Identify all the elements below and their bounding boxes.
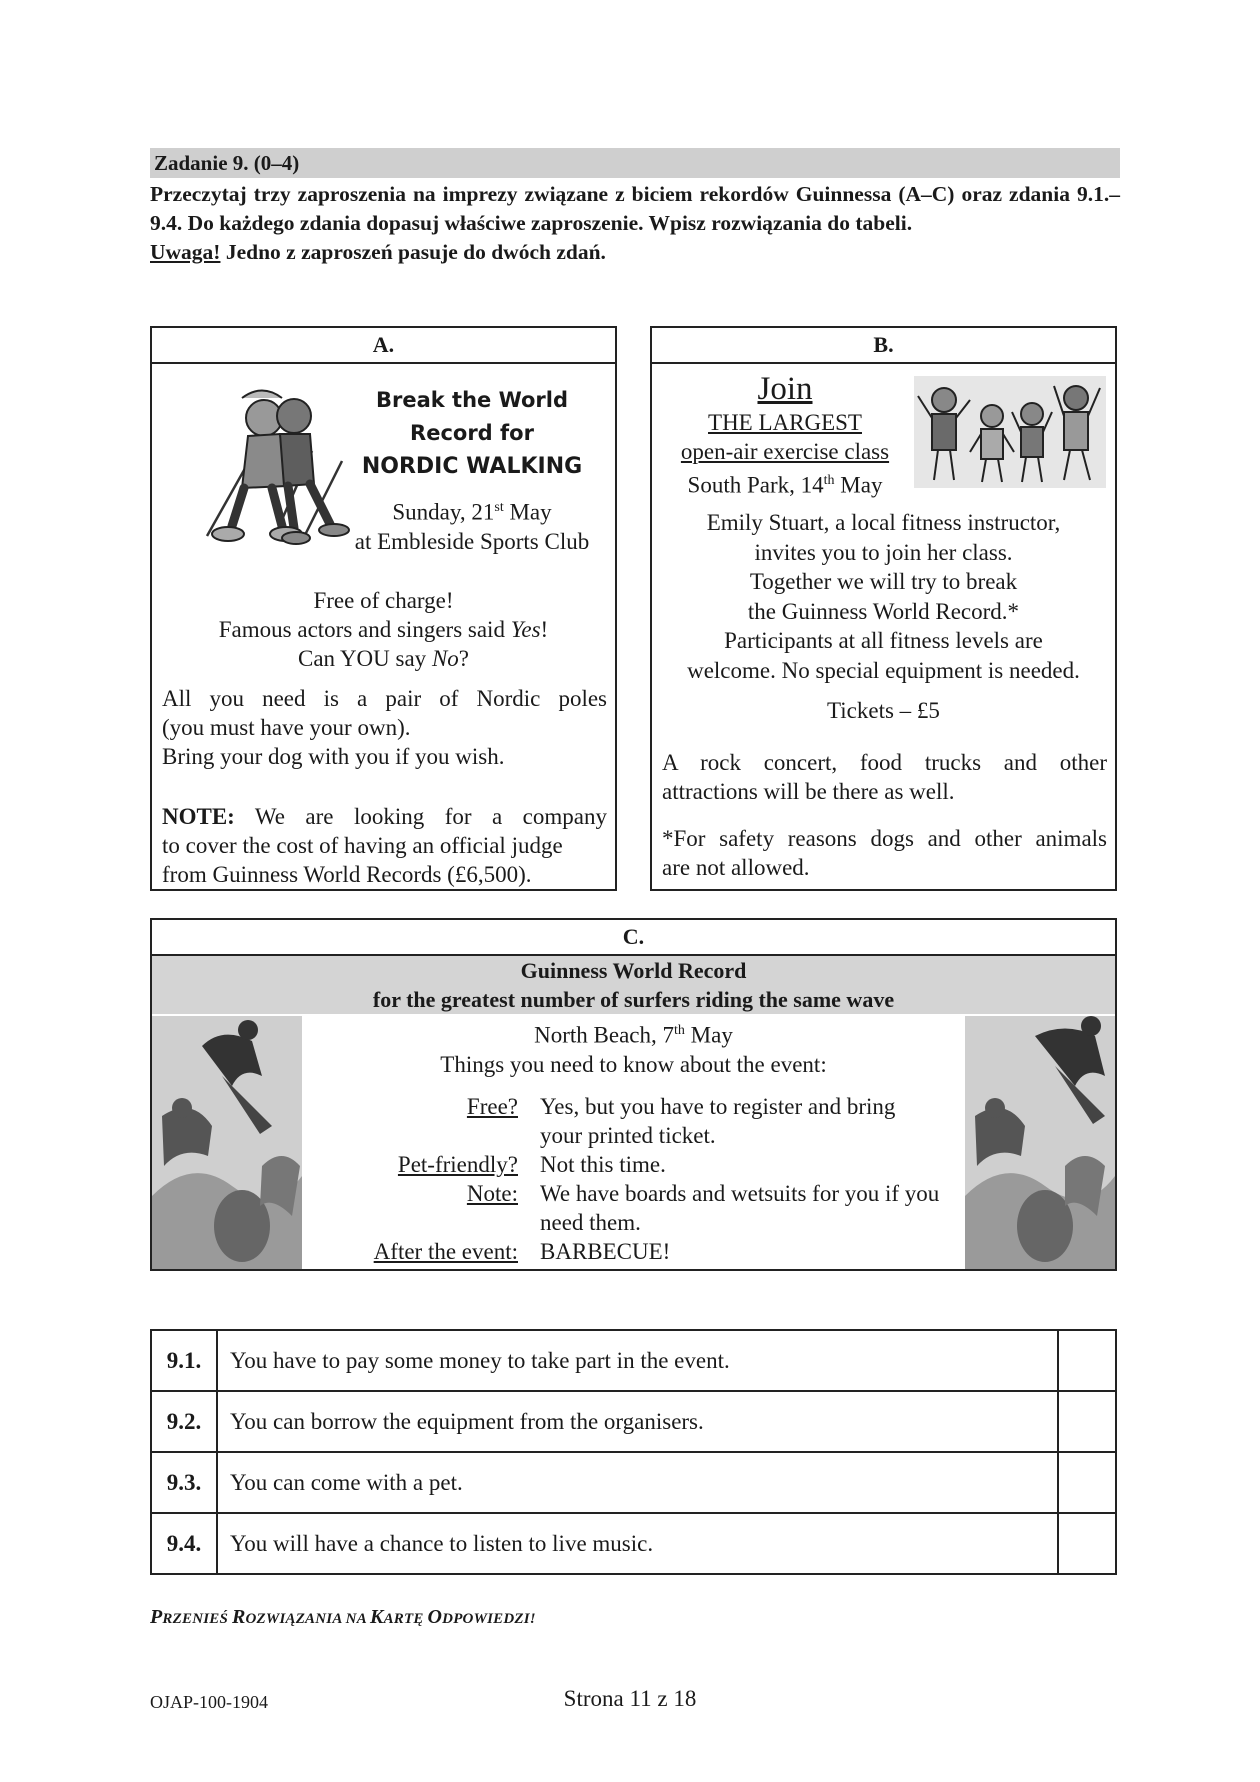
c-loc-sup: th xyxy=(674,1023,685,1038)
note-text: Jedno z zaproszeń pasuje do dwóch zdań. xyxy=(220,240,606,264)
a-date-text: Sunday, 21 xyxy=(392,499,495,525)
a-note-label: NOTE: xyxy=(162,804,235,829)
b-join: Join xyxy=(757,371,813,407)
task-title: Zadanie 9. (0–4) xyxy=(150,148,1120,178)
invitation-b-heading xyxy=(660,370,910,500)
page-number: Strona 11 z 18 xyxy=(563,1686,697,1711)
b-class: open-air exercise class xyxy=(680,439,890,464)
answer-cell[interactable] xyxy=(1058,1513,1116,1574)
b-place xyxy=(660,466,910,500)
question-number: 9.1. xyxy=(151,1330,217,1391)
transfer-part: R xyxy=(231,1606,246,1628)
transfer-part: OZWIĄZANIA NA xyxy=(245,1611,371,1627)
note-label: Uwaga! xyxy=(150,240,221,264)
faq-row xyxy=(322,1150,942,1179)
a-can-text: Can YOU say xyxy=(298,646,432,671)
table-row xyxy=(151,1391,1116,1452)
c-title-line: Guinness World Record xyxy=(520,958,747,983)
b-largest: THE LARGEST xyxy=(708,410,862,435)
invitation-c-faq xyxy=(322,1092,942,1266)
task-header xyxy=(150,148,1120,267)
task-note xyxy=(150,238,1120,267)
task-instruction: Przeczytaj trzy zaproszenia na imprezy związane z biciem rekordów Guinnessa (A–C) oraz zdania 9.1.–9.4. Do każdego zdania dopasuj właściwe zaproszenie. Wpisz rozwiązania do tabeli. xyxy=(150,182,1120,235)
nordic-walkers-icon xyxy=(182,376,357,551)
invitation-a-requirements xyxy=(162,684,607,771)
invitation-b-body xyxy=(660,508,1107,685)
b-foot-line: *For safety reasons dogs and other animals xyxy=(662,826,1107,851)
b-place-month: May xyxy=(834,472,883,498)
faq-answer: Not this time. xyxy=(540,1152,666,1177)
b-body-line: invites you to join her class. xyxy=(754,539,1013,565)
a-famous xyxy=(152,615,615,644)
b-place-sup: th xyxy=(823,473,835,488)
b-tickets: Tickets – £5 xyxy=(827,698,940,723)
a-date-month: May xyxy=(503,499,552,525)
a-famous-end: ! xyxy=(540,617,549,642)
invitation-b-footnote xyxy=(662,824,1107,882)
transfer-part: P xyxy=(150,1606,163,1628)
transfer-part: K xyxy=(370,1606,384,1628)
question-text: You will have a chance to listen to live music. xyxy=(217,1513,1058,1574)
answer-table xyxy=(150,1329,1117,1575)
a-req-line: (you must have your own). xyxy=(162,715,411,740)
a-note-line: We are looking for a company xyxy=(234,804,607,829)
a-note-line: to cover the cost of having an official judge xyxy=(162,833,563,858)
question-text: You can borrow the equipment from the organisers. xyxy=(217,1391,1058,1452)
question-number: 9.4. xyxy=(151,1513,217,1574)
a-title-line: NORDIC WALKING xyxy=(361,454,583,479)
a-venue: at Embleside Sports Club xyxy=(354,528,590,554)
b-attr-line: A rock concert, food trucks and other xyxy=(662,750,1107,775)
transfer-instruction xyxy=(150,1606,536,1629)
c-loc-text: North Beach, 7 xyxy=(534,1022,675,1048)
faq-answer: BARBECUE! xyxy=(540,1239,671,1264)
b-body-line: Emily Stuart, a local fitness instructor, xyxy=(706,510,1061,535)
table-row xyxy=(151,1513,1116,1574)
table-row xyxy=(151,1330,1116,1391)
answer-cell[interactable] xyxy=(1058,1330,1116,1391)
b-body-line: Together we will try to break xyxy=(749,569,1018,594)
invitation-a-note xyxy=(162,802,607,889)
invitation-b-letter: B. xyxy=(652,328,1115,364)
a-famous-em: Yes xyxy=(510,617,541,642)
question-number: 9.3. xyxy=(151,1452,217,1513)
invitation-a-title xyxy=(347,384,597,483)
invitation-a-date xyxy=(332,493,612,556)
faq-row xyxy=(322,1092,942,1150)
faq-question: Note: xyxy=(466,1181,518,1206)
a-can xyxy=(152,644,615,673)
faq-question: After the event: xyxy=(373,1239,518,1264)
answer-cell[interactable] xyxy=(1058,1452,1116,1513)
a-title-line: Break the World xyxy=(375,388,569,412)
invitation-b xyxy=(650,326,1117,891)
exam-code: OJAP-100-1904 xyxy=(150,1692,269,1712)
invitation-c-letter: C. xyxy=(152,920,1115,956)
invitation-a-highlights xyxy=(152,586,615,673)
a-can-em: No xyxy=(431,646,459,671)
b-body-line: Participants at all fitness levels are xyxy=(724,628,1043,653)
invitation-c-title xyxy=(152,956,1115,1014)
c-loc-month: May xyxy=(684,1022,733,1048)
b-body-line: welcome. No special equipment is needed. xyxy=(687,657,1080,683)
a-can-end: ? xyxy=(458,646,469,671)
question-number: 9.2. xyxy=(151,1391,217,1452)
question-text: You can come with a pet. xyxy=(217,1452,1058,1513)
transfer-part: DPOWIEDZI! xyxy=(442,1611,536,1627)
invitation-a-letter: A. xyxy=(152,328,615,364)
faq-question: Free? xyxy=(466,1094,518,1119)
b-foot-line: are not allowed. xyxy=(662,855,810,880)
invitation-c-location xyxy=(152,1016,1115,1050)
transfer-part: O xyxy=(427,1606,443,1628)
a-note-line: from Guinness World Records (£6,500). xyxy=(162,862,532,887)
b-place-text: South Park, 14 xyxy=(687,472,824,498)
transfer-part: ARTĘ xyxy=(383,1611,428,1627)
transfer-part: RZENIEŚ xyxy=(162,1611,232,1627)
b-attr-line: attractions will be there as well. xyxy=(662,779,955,804)
invitation-c-things: Things you need to know about the event: xyxy=(440,1052,827,1077)
b-body-line: the Guinness World Record.* xyxy=(747,598,1020,624)
faq-row xyxy=(322,1179,942,1237)
faq-answer: We have boards and wetsuits for you if you need them. xyxy=(540,1181,940,1235)
invitation-b-attractions xyxy=(662,748,1107,806)
table-row xyxy=(151,1452,1116,1513)
a-famous-text: Famous actors and singers said xyxy=(218,617,511,642)
a-date-sup: st xyxy=(494,500,504,515)
a-title-line: Record for xyxy=(410,421,534,445)
faq-question: Pet-friendly? xyxy=(397,1152,518,1177)
a-req-line: Bring your dog with you if you wish. xyxy=(162,744,505,769)
invitation-a xyxy=(150,326,617,891)
question-text: You have to pay some money to take part in the event. xyxy=(217,1330,1058,1391)
faq-answer: Yes, but you have to register and bring your printed ticket. xyxy=(540,1094,896,1148)
exercising-kids-icon xyxy=(914,376,1106,488)
a-req-line: All you need is a pair of Nordic poles xyxy=(162,686,607,711)
c-title-line: for the greatest number of surfers riding the same wave xyxy=(372,987,895,1012)
invitation-c xyxy=(150,918,1117,1271)
answer-cell[interactable] xyxy=(1058,1391,1116,1452)
faq-row xyxy=(322,1237,942,1266)
a-free: Free of charge! xyxy=(313,588,454,613)
